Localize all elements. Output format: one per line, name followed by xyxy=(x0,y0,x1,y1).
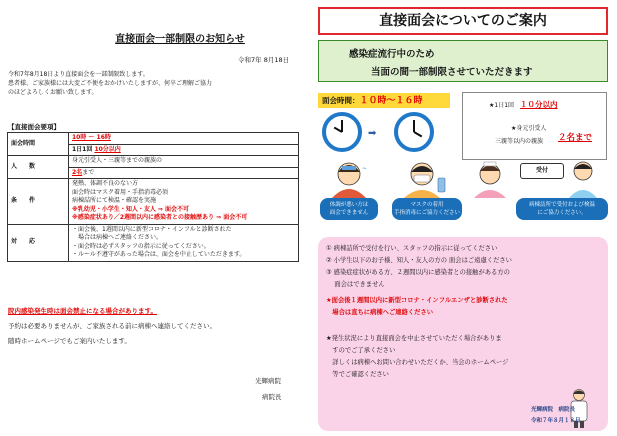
warning-line: ★面会後１週間以内に新型コロナ・インフルエンザと診断された xyxy=(326,297,508,304)
list-item: ③ 感染症症状がある方、２週間以内に感染者との接触がある方の xyxy=(326,269,510,276)
caption-sick: 体調が悪い方は 面会できません xyxy=(320,198,378,220)
requirements-table xyxy=(7,132,299,262)
note-homepage: 随時ホームページでもご案内いたします。 xyxy=(8,337,131,345)
list-item: 面会はできません xyxy=(326,281,385,288)
notice-line: すのでご了承ください xyxy=(326,347,396,354)
note-outbreak: 院内感染発生時は面会禁止になる場合があります。 xyxy=(8,307,157,315)
table-row xyxy=(8,156,299,168)
left-date: 令和7年 8月18日 xyxy=(238,56,290,64)
left-title: 直接面会一部制限のお知らせ xyxy=(115,34,245,45)
nurse-icon xyxy=(470,160,510,198)
para-line: 令和7年8月18日より直接面会を一部制限致します。 xyxy=(8,71,149,78)
right-title: 直接面会についてのご案内 xyxy=(318,7,608,35)
cell: 1日1回 10分以内 xyxy=(69,144,299,156)
clock-16-icon xyxy=(394,112,434,152)
clock-10-icon xyxy=(322,112,362,152)
hospital-name: 光輝病院 xyxy=(255,377,281,385)
table-row xyxy=(8,179,299,225)
notice-line: 詳しくは病棟へお問い合わせいただくか、当会のホームページ xyxy=(326,359,509,366)
banner-line: 当面の間一部制限させていただきます xyxy=(371,67,533,78)
caption-mask: マスクの着用 手指消毒にご協力ください xyxy=(392,198,462,220)
note-reservation: 予約は必要ありませんが、ご家族される前に病棟へ連絡してください。 xyxy=(8,322,216,330)
footer-hospital: 光輝病院 病院長 xyxy=(531,407,576,413)
director: 病院長 xyxy=(262,393,282,401)
table-row xyxy=(8,224,299,261)
arrow-icon: ➡ xyxy=(368,128,377,139)
section-title: 【直接面会要項】 xyxy=(8,123,60,131)
visit-time-box: 面会時間：１０時～１６時 xyxy=(318,93,450,108)
cell: 発熱、体調不良のない方 面会時はマスク着用・手指消毒必須 病棟詰所にて検温・確認を実施 ※乳幼児・小学生・知人・友人 ⇒ 面会不可 ※感染症状あり／2週間以内に感染者との接触歴あり ⇒ 面会不可 xyxy=(69,179,299,225)
nurse-reception-icon xyxy=(566,158,600,198)
visit-time-value: １０時～１６時 xyxy=(359,96,423,106)
para-line: のほどよろしくお願い致します。 xyxy=(8,89,98,96)
row-label: 人 数 xyxy=(8,156,69,179)
row-label: 面会時間 xyxy=(8,133,69,156)
banner-line: 感染症流行中のため xyxy=(349,49,435,60)
list-item: ② 小学生以下のお子様、知人・友人の方の 面会はご遠慮ください xyxy=(326,257,512,264)
para-line: 患者様、ご家族様には大変ご不便をおかけいたしますが、何卒ご理解ご協力 xyxy=(8,80,213,87)
notice-line: 等でご確認ください xyxy=(326,371,389,378)
list-item: ① 病棟詰所で受付を行い、スタッフの指示に従ってください xyxy=(326,245,498,252)
masked-person-icon xyxy=(400,160,448,198)
cell: ・面会後、1週間以内に新型コロナ・インフルと診断された 場合は病棟へご連絡ください。 ・面会時は必ずスタッフの指示に従ってください。 ・ルール不遵守があった場合は、面会を中止していただきます。 xyxy=(69,224,299,261)
svg-text:∼: ∼ xyxy=(362,165,368,172)
cell: 10時 ～ 16時 xyxy=(69,133,299,145)
row-label: 対 応 xyxy=(8,224,69,261)
footer-date: 令和７年８月１８日 xyxy=(531,418,581,424)
caption-reception: 病棟詰所で受付および検温 にご協力ください。 xyxy=(516,198,608,220)
visit-rules-box: ★1日1回 １０分以内 ★身元引受人 三親等以内の親族 ２名まで xyxy=(462,92,607,160)
sick-person-icon xyxy=(326,160,372,198)
restriction-banner xyxy=(318,40,608,82)
left-paragraph xyxy=(8,70,298,97)
cell: 身元引受人・三親等までの親族の xyxy=(69,156,299,168)
notice-line: ★発生状況により直接面会を中止させていただく場合がありま xyxy=(326,335,502,342)
table-row xyxy=(8,133,299,145)
row-label: 条 件 xyxy=(8,179,69,225)
reception-sign: 受付 xyxy=(520,163,564,179)
instructions-panel xyxy=(318,237,608,431)
cell: 2名まで xyxy=(69,167,299,179)
warning-line: 場合は直ちに病棟へご連絡ください xyxy=(326,309,434,316)
